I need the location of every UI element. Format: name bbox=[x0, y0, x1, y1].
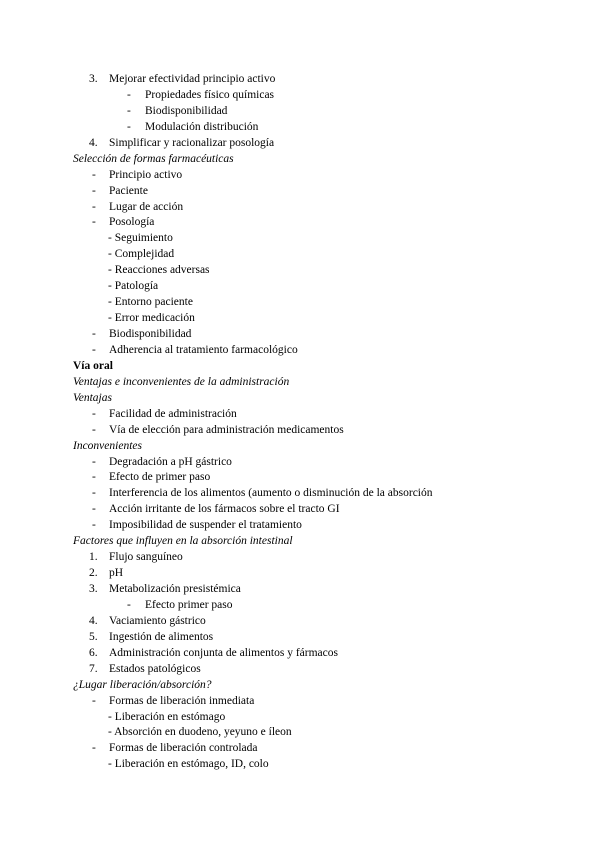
list-item-text: Paciente bbox=[109, 184, 148, 197]
list-number: 3. bbox=[89, 583, 98, 595]
list-item-text: Biodisponibilidad bbox=[145, 104, 228, 117]
heading-text: Vía oral bbox=[73, 359, 113, 372]
list-item bbox=[0, 184, 600, 200]
list-item bbox=[0, 598, 600, 614]
list-item-text: Efecto primer paso bbox=[145, 598, 233, 611]
list-number: 7. bbox=[89, 662, 98, 675]
list-item bbox=[0, 455, 600, 471]
list-item bbox=[0, 215, 600, 231]
list-bullet: - bbox=[92, 423, 96, 436]
numbered-list-item bbox=[0, 646, 600, 662]
list-bullet: - bbox=[127, 88, 131, 101]
list-bullet: - bbox=[127, 104, 131, 117]
section-heading bbox=[0, 391, 600, 407]
list-item bbox=[0, 486, 600, 502]
list-item-text: - Absorción en duodeno, yeyuno e íleon bbox=[108, 726, 292, 739]
numbered-list-item bbox=[0, 662, 600, 678]
numbered-list-item bbox=[0, 72, 600, 88]
list-number: 1. bbox=[89, 551, 98, 564]
list-bullet: - bbox=[127, 120, 131, 133]
list-bullet: - bbox=[92, 487, 96, 500]
list-item bbox=[0, 470, 600, 486]
list-item-text: Vía de elección para administración medicamentos bbox=[109, 423, 344, 436]
list-item bbox=[0, 200, 600, 216]
list-item-text: - Entorno paciente bbox=[108, 296, 193, 309]
heading-text: Ventajas e inconvenientes de la administración bbox=[73, 375, 290, 388]
list-bullet: - bbox=[92, 742, 96, 755]
list-item-text: Imposibilidad de suspender el tratamiento bbox=[109, 519, 302, 532]
list-item bbox=[0, 327, 600, 343]
list-item-text: Posología bbox=[109, 216, 155, 229]
list-item-text: Adherencia al tratamiento farmacológico bbox=[109, 343, 298, 356]
list-number: 4. bbox=[89, 614, 98, 627]
list-item bbox=[0, 423, 600, 439]
heading-text: Selección de formas farmacéuticas bbox=[73, 152, 234, 165]
list-item-text: Lugar de acción bbox=[109, 200, 184, 213]
list-bullet: - bbox=[92, 519, 96, 532]
heading-text: Ventajas bbox=[73, 391, 112, 404]
list-bullet: - bbox=[92, 200, 96, 213]
list-bullet: - bbox=[92, 471, 96, 484]
list-item bbox=[0, 694, 600, 710]
list-item-text: Simplificar y racionalizar posología bbox=[109, 136, 275, 149]
list-bullet: - bbox=[92, 168, 96, 181]
numbered-list-item bbox=[0, 614, 600, 630]
list-item-text: Modulación distribución bbox=[145, 120, 259, 133]
list-item bbox=[0, 502, 600, 518]
list-item bbox=[0, 295, 600, 311]
section-heading bbox=[0, 152, 600, 168]
list-item-text: Estados patológicos bbox=[109, 662, 201, 675]
section-heading bbox=[0, 359, 600, 375]
list-item bbox=[0, 168, 600, 184]
numbered-list-item bbox=[0, 550, 600, 566]
list-item-text: - Complejidad bbox=[108, 248, 175, 261]
list-item-text: Efecto de primer paso bbox=[109, 471, 211, 484]
list-item-text: Formas de liberación inmediata bbox=[109, 694, 255, 707]
numbered-list-item bbox=[0, 136, 600, 152]
list-bullet: - bbox=[92, 216, 96, 229]
list-item bbox=[0, 311, 600, 327]
list-number: 3. bbox=[89, 73, 98, 85]
list-item bbox=[0, 343, 600, 359]
list-item-text: Principio activo bbox=[109, 168, 183, 181]
list-bullet: - bbox=[92, 694, 96, 707]
list-item-text: Degradación a pH gástrico bbox=[109, 455, 232, 468]
list-item-text: Acción irritante de los fármacos sobre el tracto GI bbox=[109, 503, 340, 516]
list-item bbox=[0, 518, 600, 534]
list-number: 2. bbox=[89, 567, 98, 580]
list-item-text: - Liberación en estómago bbox=[108, 710, 226, 723]
list-item-text: Propiedades físico químicas bbox=[145, 88, 275, 101]
list-item-text: - Patología bbox=[108, 280, 159, 293]
list-item-text: Facilidad de administración bbox=[109, 407, 237, 420]
list-item-text: - Error medicación bbox=[108, 312, 195, 325]
list-bullet: - bbox=[92, 407, 96, 420]
list-number: 5. bbox=[89, 630, 98, 643]
numbered-list-item bbox=[0, 566, 600, 582]
list-item-text: Ingestión de alimentos bbox=[109, 630, 214, 643]
list-item-text: Vaciamiento gástrico bbox=[109, 614, 206, 627]
list-bullet: - bbox=[92, 328, 96, 340]
list-item bbox=[0, 725, 600, 741]
list-item bbox=[0, 247, 600, 263]
list-item-text: Formas de liberación controlada bbox=[109, 742, 258, 755]
list-item bbox=[0, 231, 600, 247]
list-item bbox=[0, 88, 600, 104]
list-item-text: Metabolización presistémica bbox=[109, 583, 241, 595]
list-item bbox=[0, 120, 600, 136]
section-heading bbox=[0, 375, 600, 391]
list-bullet: - bbox=[92, 455, 96, 468]
list-item-text: Mejorar efectividad principio activo bbox=[109, 73, 276, 85]
list-bullet: - bbox=[127, 598, 131, 611]
list-item bbox=[0, 710, 600, 726]
list-item bbox=[0, 263, 600, 279]
list-item-text: pH bbox=[109, 567, 124, 580]
list-bullet: - bbox=[92, 343, 96, 356]
heading-text: ¿Lugar liberación/absorción? bbox=[73, 678, 212, 691]
list-item-text: Biodisponibilidad bbox=[109, 328, 192, 340]
list-number: 4. bbox=[89, 136, 98, 149]
list-item bbox=[0, 757, 600, 773]
list-item-text: - Seguimiento bbox=[108, 232, 173, 245]
list-item bbox=[0, 741, 600, 757]
list-item-text: - Liberación en estómago, ID, colo bbox=[108, 758, 269, 771]
section-heading bbox=[0, 439, 600, 455]
numbered-list-item bbox=[0, 582, 600, 598]
list-item-text: Flujo sanguíneo bbox=[109, 551, 183, 564]
section-heading bbox=[0, 678, 600, 694]
list-item-text: - Reacciones adversas bbox=[108, 264, 210, 277]
list-item-text: Interferencia de los alimentos (aumento o disminución de la absorción bbox=[109, 487, 433, 500]
list-bullet: - bbox=[92, 503, 96, 516]
list-item bbox=[0, 104, 600, 120]
heading-text: Factores que influyen en la absorción intestinal bbox=[73, 535, 293, 548]
section-heading bbox=[0, 534, 600, 550]
list-item bbox=[0, 407, 600, 423]
list-item-text: Administración conjunta de alimentos y fármacos bbox=[109, 646, 338, 659]
list-item bbox=[0, 279, 600, 295]
document-body bbox=[0, 72, 600, 773]
numbered-list-item bbox=[0, 630, 600, 646]
list-bullet: - bbox=[92, 184, 96, 197]
list-number: 6. bbox=[89, 646, 98, 659]
heading-text: Inconvenientes bbox=[73, 439, 142, 452]
